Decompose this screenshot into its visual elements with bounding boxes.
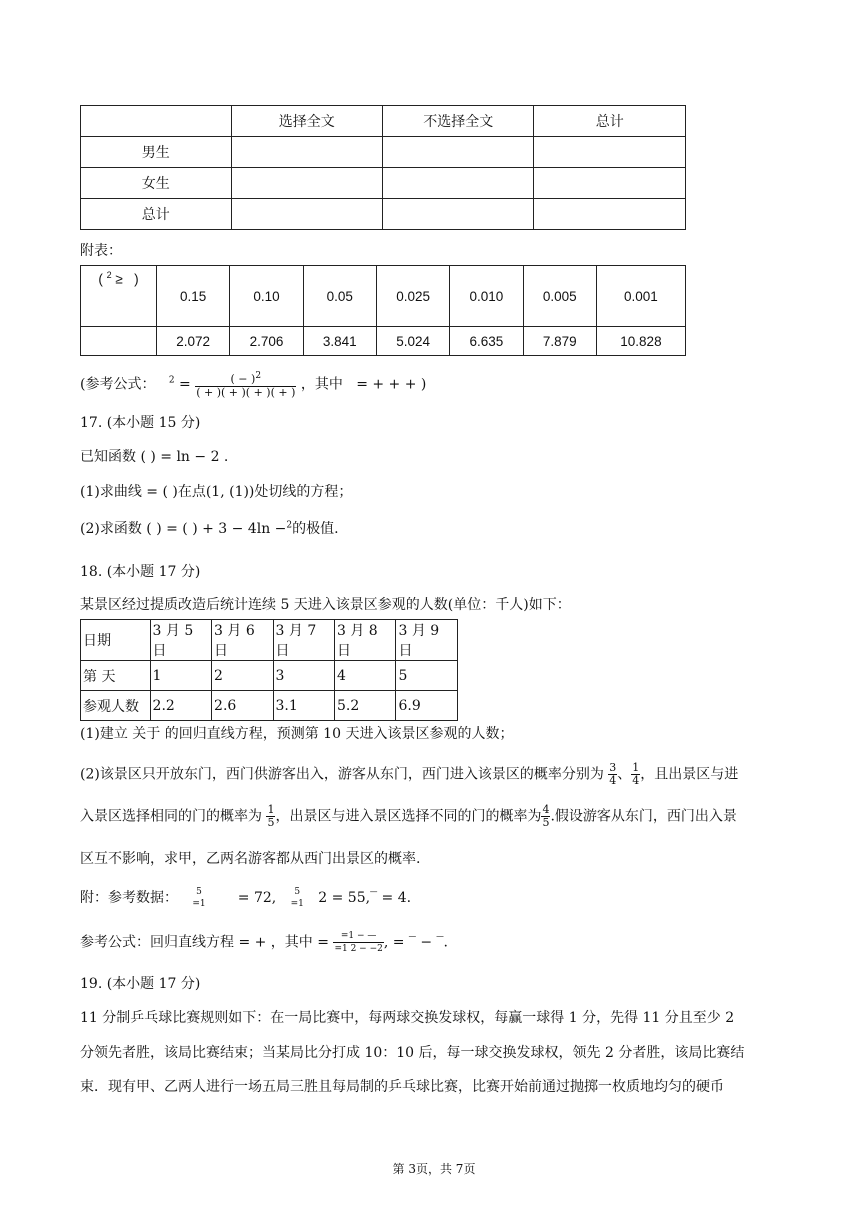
text: 附：参考数据： (80, 890, 178, 906)
q18-reference-formula (80, 930, 448, 955)
q17-part2 (80, 518, 339, 538)
table-cell (81, 327, 157, 356)
paren: ) (134, 271, 139, 287)
crit-cell: 6.635 (450, 327, 523, 356)
exponent: 2 (168, 375, 175, 386)
crit-cell: 3.841 (303, 327, 376, 356)
formula-prefix: (参考公式： (80, 376, 156, 393)
table-cell: 2.6 (212, 691, 273, 721)
table-header-cell: 选择全文 (231, 106, 382, 137)
q18-part2-line3: 区互不影响，求甲，乙两名游客都从西门出景区的概率. (80, 851, 421, 867)
text: ，且出景区与进 (640, 766, 739, 783)
text: 2 = 55, (318, 890, 371, 906)
denominator: 5 (267, 816, 275, 829)
paren: ( (98, 271, 103, 287)
denominator: 4 (632, 774, 640, 787)
numerator: =1 − — (333, 930, 383, 943)
table-cell: 第 天 (81, 661, 151, 691)
prob-cell: 0.010 (450, 266, 523, 327)
text: ，出景区与进入景区选择不同的门的概率为 (275, 808, 542, 825)
text: , = ‾ − ‾. (383, 934, 449, 951)
prob-cell: 0.15 (157, 266, 230, 327)
row-label: 总计 (81, 199, 232, 230)
table-cell: 3 (273, 661, 334, 691)
table-cell: 4 (335, 661, 396, 691)
denominator: 4 (609, 774, 617, 787)
exponent: 2 (286, 520, 293, 531)
numerator: 1 (267, 803, 275, 816)
table-cell: 3.1 (273, 691, 334, 721)
table-cell: 3 月 9 日 (396, 620, 458, 661)
table-cell: 3 月 8 日 (335, 620, 396, 661)
numerator: 1 (632, 761, 640, 774)
q19-line1: 11 分制乒乓球比赛规则如下：在一局比赛中，每两球交换发球权，每赢一球得 1 分，先得 11 分且至少 2 (80, 1010, 735, 1026)
q18-part1: (1)建立 关于 的回归直线方程，预测第 10 天进入该景区参观的人数； (80, 726, 514, 742)
text: (2)求函数 ( ) = ( ) + 3 − 4ln − (80, 521, 287, 537)
table-cell (382, 168, 533, 199)
summation (191, 886, 206, 910)
denominator: =1 2 − −2 (334, 944, 383, 954)
prob-cell: 0.001 (596, 266, 685, 327)
q18-stem: 某景区经过提质改造后统计连续 5 天进入该景区参观的人数(单位：千人)如下： (80, 597, 571, 613)
row-label: 女生 (81, 168, 232, 199)
formula-text: ，其中 (300, 376, 343, 393)
table-cell (231, 137, 382, 168)
geq-sign: ≥ (115, 271, 123, 287)
text: 的极值. (292, 521, 339, 537)
table-row (81, 168, 686, 199)
table-cell: 5 (396, 661, 458, 691)
table-cell: 2.2 (150, 691, 211, 721)
prob-cell: 0.025 (376, 266, 449, 327)
text: 参考公式：回归直线方程 = + ，其中 = (80, 934, 329, 951)
text: (2)该景区只开放东门，西门供游客出入，游客从东门，西门进入该景区的概率分别为 (80, 766, 604, 783)
reference-formula-chi-square (80, 370, 426, 399)
sum-upper: 5 (196, 887, 202, 897)
table-row (81, 661, 458, 691)
table-cell (534, 199, 686, 230)
text: 入景区选择相同的门的概率为 (80, 808, 262, 825)
contingency-table (80, 105, 686, 230)
fraction (195, 370, 296, 399)
table-row (81, 620, 458, 661)
table-cell (382, 137, 533, 168)
crit-cell: 5.024 (376, 327, 449, 356)
sum-upper: 5 (294, 887, 301, 897)
table-cell (534, 137, 686, 168)
text: = 72, (237, 890, 277, 906)
q17-stem: 已知函数 ( ) = ln − 2 . (80, 449, 229, 465)
sum-lower: =1 (192, 899, 206, 909)
prob-cell: 0.005 (523, 266, 596, 327)
sum-lower: =1 (290, 899, 304, 909)
table-cell: 3 月 7 日 (273, 620, 334, 661)
q17-title: 17. (本小题 15 分) (80, 415, 201, 431)
table-header-cell: 总计 (534, 106, 686, 137)
critical-value-table (80, 265, 686, 356)
appendix-label: 附表： (80, 243, 122, 259)
numerator: ( − ) (230, 372, 256, 386)
table-cell: 1 (150, 661, 211, 691)
table-cell (231, 199, 382, 230)
table-row (81, 266, 686, 327)
denominator: 5 (542, 816, 550, 829)
table-header-cell (81, 106, 232, 137)
table-cell: 2 (212, 661, 273, 691)
q19-title: 19. (本小题 17 分) (80, 976, 201, 992)
summation (290, 886, 305, 910)
crit-cell: 2.706 (230, 327, 303, 356)
table-cell: 5.2 (335, 691, 396, 721)
formula-text: = + + + ) (356, 376, 427, 393)
prob-cell: 0.05 (303, 266, 376, 327)
crit-cell: 7.879 (523, 327, 596, 356)
table-cell: 3 月 5 日 (150, 620, 211, 661)
table-row (81, 106, 686, 137)
q18-title: 18. (本小题 17 分) (80, 564, 201, 580)
crit-cell: 2.072 (157, 327, 230, 356)
table-cell: 6.9 (396, 691, 458, 721)
table-cell: 参观人数 (81, 691, 151, 721)
q19-line3: 束．现有甲、乙两人进行一场五局三胜且每局制的乒乓球比赛，比赛开始前通过抛掷一枚质地均匀的硬币 (80, 1079, 724, 1095)
text: ‾ = 4. (370, 890, 412, 906)
numerator: 4 (542, 803, 550, 816)
q18-reference-data (80, 886, 411, 910)
fraction (608, 762, 617, 787)
numerator: 3 (609, 761, 617, 774)
exponent: 2 (106, 270, 112, 280)
q18-part2-line1 (80, 762, 738, 787)
exponent: 2 (255, 371, 262, 381)
page-footer: 第 3页，共 7页 (392, 1162, 476, 1176)
denominator: ( + )( + )( + )( + ) (196, 385, 296, 399)
crit-cell: 10.828 (596, 327, 685, 356)
table-cell: 日期 (81, 620, 151, 661)
fraction (631, 762, 640, 787)
prob-cell: 0.10 (230, 266, 303, 327)
q19-line2: 分领先者胜，该局比赛结束；当某局比分打成 10：10 后，每一球交换发球权，领先 2 分者胜，该局比赛结 (80, 1045, 745, 1061)
text: 、 (617, 766, 632, 783)
table-cell: 3 月 6 日 (212, 620, 273, 661)
table-row (81, 199, 686, 230)
table-row (81, 691, 458, 721)
table-row (81, 137, 686, 168)
q17-part1: (1)求曲线 = ( )在点(1, (1))处切线的方程； (80, 484, 353, 500)
table-header-cell (81, 266, 157, 327)
row-label: 男生 (81, 137, 232, 168)
table-cell (382, 199, 533, 230)
fraction (333, 930, 383, 955)
table-row (81, 327, 686, 356)
equals-sign: = (179, 376, 191, 393)
table-header-cell: 不选择全文 (382, 106, 533, 137)
text: .假设游客从东门，西门出入景 (550, 808, 737, 825)
table-cell (534, 168, 686, 199)
table-cell (231, 168, 382, 199)
q18-part2-line2 (80, 804, 737, 829)
visitor-table (80, 619, 458, 721)
